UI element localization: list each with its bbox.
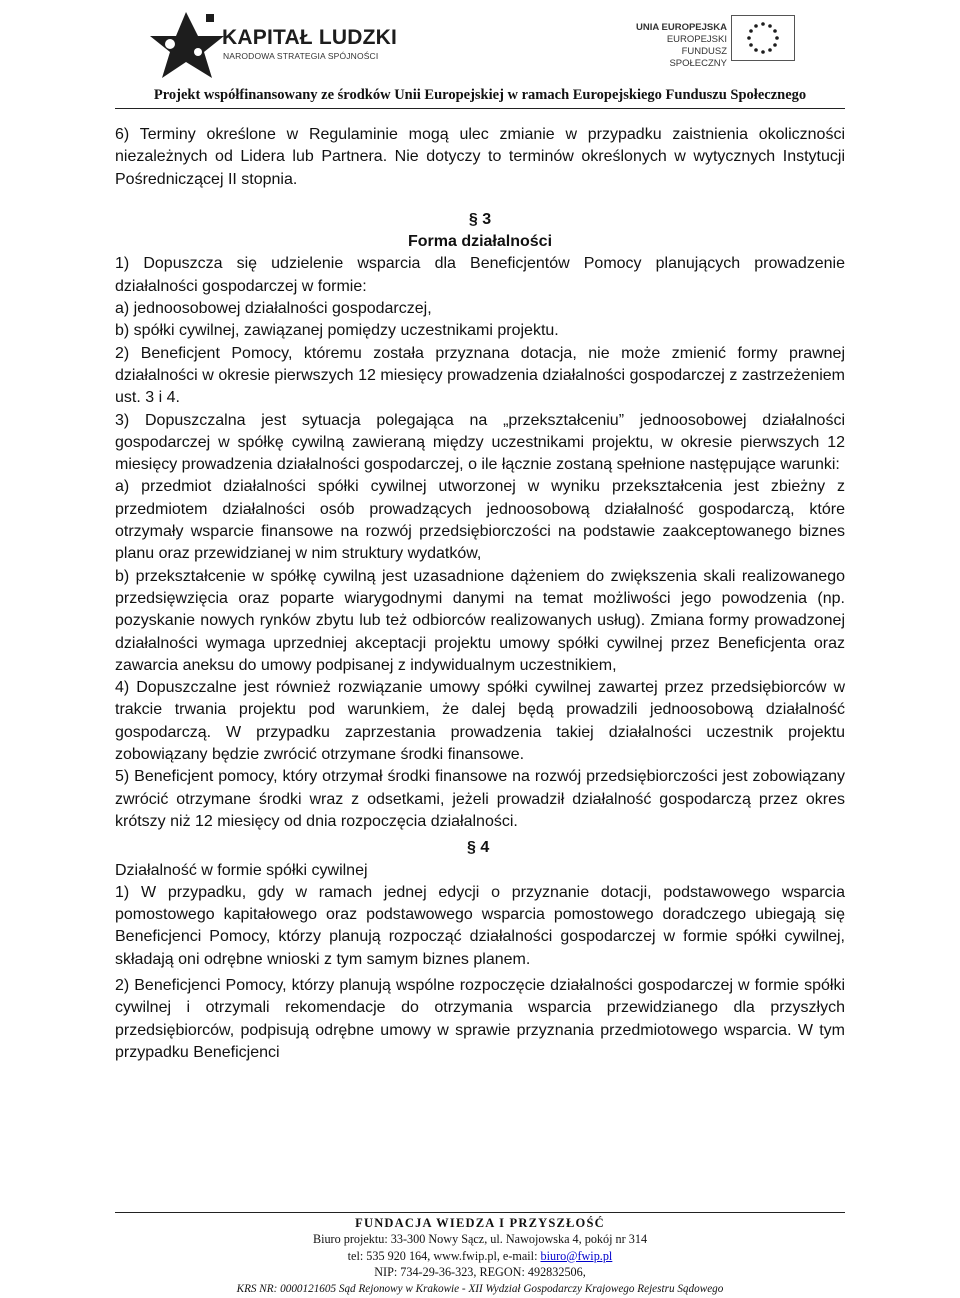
s3-item-2: 2) Beneficjent Pomocy, któremu została przyznana dotacja, nie może zmienić formy prawnej działalności w okresie pierwszych 12 miesięcy prowadzenia działalności gospodarczej z zastrzeżeniem ust. 3 i 4.: [115, 344, 845, 407]
section-4-title: Działalność w formie spółki cywilnej: [115, 861, 368, 879]
footer-krs: KRS NR: 0000121605 Sąd Rejonowy w Krakowie - XII Wydział Gospodarczy Krajowego Rejestru Sądowego: [236, 1282, 724, 1295]
section-4-heading: § 4: [467, 839, 490, 857]
s4-item-1: 1) W przypadku, gdy w ramach jednej edycji o przyznanie dotacji, podstawowego wsparcia pomostowego kapitałowego oraz podstawowego wsparcia pomostowego doradczego ubiegają się Beneficjenci Pomocy, którzy planują rozpocząć działalności gospodarczej w formie spółki cywilnej, składają oni odrębne wnioski z tym samym biznes planem.: [115, 883, 845, 968]
eu-logo-text: [627, 22, 727, 70]
s3-item-3b: b) przekształcenie w spółkę cywilną jest uzasadnione dążeniem do zwiększenia skali realizowanego przedsięwzięcia oraz poparte wiarygodnymi danymi na temat możliwości jego powodzenia (np. pozyskanie nowych rynków zbytu lub też odbiorców realizowanych usług). Zmiana formy prowadzonej działalności wymaga uprzedniej akceptacji projektu umowy spółki cywilnej przez Beneficjenta oraz zawarcia aneksu do umowy podpisanej z indywidualnym uczestnikiem,: [115, 567, 845, 674]
page-footer: [115, 1215, 845, 1297]
header-divider: [115, 108, 845, 109]
page-header: [0, 0, 960, 112]
footer-email-link[interactable]: biuro@fwip.pl: [540, 1248, 613, 1263]
eu-logo-line3: FUNDUSZ SPOŁECZNY: [669, 46, 727, 69]
footer-address: Biuro projektu: 33-300 Nowy Sącz, ul. Nawojowska 4, pokój nr 314: [312, 1232, 648, 1247]
s4-item-2: 2) Beneficjenci Pomocy, którzy planują wspólne rozpoczęcie działalności gospodarczej w formie spółki cywilnej i otrzymali rekomendacje do otrzymania wsparcia przewidzianego dla przyszłych przedsiębiorców, podpisują odrębne umowy w sprawie przyznania przedmiotowego wsparcia. W tym przypadku Beneficjenci: [115, 976, 845, 1061]
footer-divider: [115, 1212, 845, 1213]
s3-item-3a: a) przedmiot działalności spółki cywilnej utworzonej w wyniku przekształcenia jest zbieżny z przedmiotem działalności osób prowadzących jednoosobową działalność gospodarczą, które otrzymały wsparcie finansowe na rozwój przedsiębiorczości na podstawie zaakceptowanego biznes planu oraz przewidzianej w nim struktury wydatków,: [115, 478, 845, 563]
logo-subtitle: NARODOWA STRATEGIA SPÓJNOŚCI: [223, 51, 379, 61]
s3-item-3: 3) Dopuszczalna jest sytuacja polegająca na „przekształceniu” jednoosobowej działalności gospodarczej w spółkę cywilną zawieraną między uczestnikami projektu, w okresie pierwszych 12 miesięcy prowadzenia działalności gospodarczej, o ile łącznie zostaną spełnione następujące warunki:: [115, 411, 845, 474]
footer-contact: [115, 1248, 845, 1264]
footer-organization: FUNDACJA WIEDZA I PRZYSZŁOŚĆ: [355, 1216, 605, 1230]
eu-logo-line1: UNIA EUROPEJSKA: [636, 22, 727, 33]
document-body: [115, 124, 845, 1064]
s3-item-4: 4) Dopuszczalne jest również rozwiązanie umowy spółki cywilnej zawartej przez przedsiębiorców w trakcie trwania projektu pod warunkiem, że dalej będą prowadzili jednoosobową działalność gospodarczą. W przypadku zaprzestania prowadzenia takiej działalności uczestnik projektu zobowiązany będzie zwrócić otrzymane środki finansowe.: [115, 679, 845, 764]
s3-item-1b: b) spółki cywilnej, zawiązanej pomiędzy uczestnikami projektu.: [115, 322, 559, 340]
logo-title: KAPITAŁ LUDZKI: [222, 26, 398, 49]
eu-flag-icon: [731, 15, 795, 61]
footer-contact-text: tel: 535 920 164, www.fwip.pl, e-mail:: [347, 1248, 541, 1263]
section-3-title: Forma działalności: [407, 233, 553, 251]
eu-logo-line2: EUROPEJSKI: [666, 34, 727, 45]
paragraph-6: 6) Terminy określone w Regulaminie mogą ulec zmianie w przypadku zaistnienia okoliczności niezależnych od Lidera lub Partnera. Nie dotyczy to terminów określonych w wytycznych Instytucji Pośredniczącej II stopnia.: [115, 126, 845, 188]
section-3-heading: § 3: [468, 210, 492, 228]
s3-item-1: 1) Dopuszcza się udzielenie wsparcia dla Beneficjentów Pomocy planujących prowadzenie działalności gospodarczej w formie:: [115, 255, 845, 295]
s3-item-5: 5) Beneficjent pomocy, który otrzymał środki finansowe na rozwój przedsiębiorczości jest zobowiązany zwrócić otrzymane środki wraz z odsetkami, jeżeli prowadził działalność gospodarczą przez okres krótszy niż 12 miesięcy od dnia rozpoczęcia działalności.: [115, 768, 845, 830]
project-cofinancing-line: Projekt współfinansowany ze środków Unii Europejskiej w ramach Europejskiego Funduszu Społecznego: [153, 87, 807, 103]
footer-ids: NIP: 734-29-36-323, REGON: 492832506,: [374, 1265, 586, 1280]
s3-item-1a: a) jednoosobowej działalności gospodarczej,: [115, 300, 432, 318]
